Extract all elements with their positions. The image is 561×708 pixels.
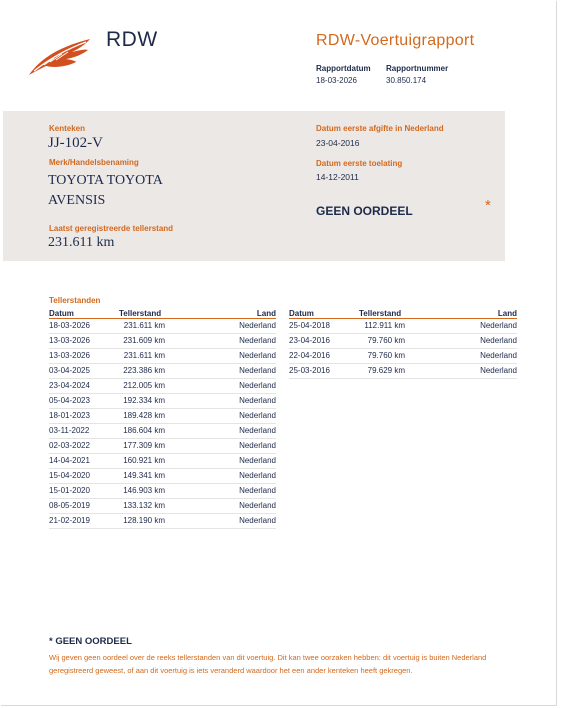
cell-date: 21-02-2019 xyxy=(49,514,119,529)
table-row xyxy=(49,469,276,484)
report-date: 18-03-2026 xyxy=(316,76,357,85)
cell-country: Nederland xyxy=(165,379,276,394)
cell-date: 13-03-2026 xyxy=(49,349,119,364)
cell-date: 08-05-2019 xyxy=(49,499,119,514)
cell-date: 13-03-2026 xyxy=(49,334,119,349)
footnote-text: Wij geven geen oordeel over de reeks tellerstanden van dit voertuig. Dit kan twee oorzaken hebben: dit voertuig is buiten Nederland geregistreerd geweest, of aan dit voertuig is iets veranderd waardoor het een ander kenteken heeft gekregen. xyxy=(49,653,487,675)
cell-date: 03-11-2022 xyxy=(49,424,119,439)
cell-date: 15-04-2020 xyxy=(49,469,119,484)
cell-country: Nederland xyxy=(165,334,276,349)
odometer-value: 231.611 km xyxy=(48,235,115,250)
cell-reading: 133.132 km xyxy=(119,499,165,514)
header-reading: Tellerstand xyxy=(359,309,405,319)
first-issue-nl-value: 23-04-2016 xyxy=(316,138,360,148)
table-row xyxy=(49,514,276,529)
table-row xyxy=(49,499,276,514)
cell-reading: 79.629 km xyxy=(359,364,405,379)
table-row xyxy=(289,334,517,349)
cell-reading: 192.334 km xyxy=(119,394,165,409)
first-issue-nl-label: Datum eerste afgifte in Nederland xyxy=(316,124,444,133)
readings-header-row xyxy=(49,309,276,319)
readings-title: Tellerstanden xyxy=(49,296,101,305)
cell-country: Nederland xyxy=(165,499,276,514)
cell-reading: 223.386 km xyxy=(119,364,165,379)
cell-country: Nederland xyxy=(165,454,276,469)
cell-date: 25-03-2016 xyxy=(289,364,359,379)
cell-country: Nederland xyxy=(165,349,276,364)
table-row xyxy=(49,454,276,469)
footnote-title: * GEEN OORDEEL xyxy=(49,636,132,647)
cell-date: 14-04-2021 xyxy=(49,454,119,469)
make-label: Merk/Handelsbenaming xyxy=(49,158,139,167)
cell-country: Nederland xyxy=(405,349,517,364)
cell-date: 18-01-2023 xyxy=(49,409,119,424)
report-title: RDW-Voertuigrapport xyxy=(316,32,475,49)
report-date-label: Rapportdatum xyxy=(316,64,371,73)
cell-reading: 189.428 km xyxy=(119,409,165,424)
plate-value: JJ-102-V xyxy=(48,135,103,151)
table-row xyxy=(49,439,276,454)
readings-header-row xyxy=(289,309,517,319)
cell-country: Nederland xyxy=(165,319,276,334)
make-line-1: TOYOTA TOYOTA xyxy=(48,173,163,188)
first-admission-label: Datum eerste toelating xyxy=(316,159,403,168)
report-date-block xyxy=(316,64,371,85)
cell-date: 15-01-2020 xyxy=(49,484,119,499)
cell-date: 23-04-2024 xyxy=(49,379,119,394)
cell-reading: 112.911 km xyxy=(359,319,405,334)
cell-country: Nederland xyxy=(405,319,517,334)
table-row xyxy=(49,364,276,379)
cell-date: 23-04-2016 xyxy=(289,334,359,349)
readings-table-left xyxy=(49,309,276,529)
cell-reading: 160.921 km xyxy=(119,454,165,469)
table-row xyxy=(49,484,276,499)
table-row xyxy=(49,394,276,409)
report-number-block xyxy=(386,64,448,85)
cell-reading: 149.341 km xyxy=(119,469,165,484)
cell-reading: 128.190 km xyxy=(119,514,165,529)
header-date: Datum xyxy=(49,309,119,319)
make-line-2: AVENSIS xyxy=(48,193,106,208)
cell-reading: 79.760 km xyxy=(359,349,405,364)
cell-country: Nederland xyxy=(405,364,517,379)
cell-date: 22-04-2016 xyxy=(289,349,359,364)
odometer-label: Laatst geregistreerde tellerstand xyxy=(49,224,174,233)
cell-reading: 186.604 km xyxy=(119,424,165,439)
cell-reading: 231.611 km xyxy=(119,349,165,364)
verdict-asterisk: * xyxy=(485,197,491,214)
table-row xyxy=(49,349,276,364)
logo-text: RDW xyxy=(106,28,158,51)
plate-label: Kenteken xyxy=(49,124,86,133)
cell-reading: 231.611 km xyxy=(119,319,165,334)
cell-reading: 212.005 km xyxy=(119,379,165,394)
cell-country: Nederland xyxy=(165,469,276,484)
cell-country: Nederland xyxy=(165,484,276,499)
cell-reading: 146.903 km xyxy=(119,484,165,499)
first-admission-value: 14-12-2011 xyxy=(316,172,359,182)
cell-country: Nederland xyxy=(165,409,276,424)
rdw-feather-logo-icon xyxy=(28,36,94,76)
cell-reading: 177.309 km xyxy=(119,439,165,454)
cell-date: 03-04-2025 xyxy=(49,364,119,379)
cell-reading: 79.760 km xyxy=(359,334,405,349)
cell-date: 02-03-2022 xyxy=(49,439,119,454)
header-reading: Tellerstand xyxy=(119,309,165,319)
table-row xyxy=(289,364,517,379)
cell-country: Nederland xyxy=(165,514,276,529)
verdict-status: GEEN OORDEEL xyxy=(316,204,413,218)
vehicle-info-panel xyxy=(3,111,505,261)
cell-country: Nederland xyxy=(405,334,517,349)
table-row xyxy=(49,424,276,439)
cell-country: Nederland xyxy=(165,364,276,379)
report-number: 30.850.174 xyxy=(386,76,427,85)
table-row xyxy=(49,319,276,334)
header-country: Land xyxy=(405,309,517,319)
cell-date: 18-03-2026 xyxy=(49,319,119,334)
cell-date: 25-04-2018 xyxy=(289,319,359,334)
cell-reading: 231.609 km xyxy=(119,334,165,349)
table-row xyxy=(49,334,276,349)
cell-date: 05-04-2023 xyxy=(49,394,119,409)
cell-country: Nederland xyxy=(165,439,276,454)
readings-table-right xyxy=(289,309,517,379)
table-row xyxy=(49,409,276,424)
report-number-label: Rapportnummer xyxy=(386,64,449,73)
table-row xyxy=(289,319,517,334)
header-date: Datum xyxy=(289,309,359,319)
table-row xyxy=(49,379,276,394)
header-country: Land xyxy=(165,309,276,319)
readings-body-right xyxy=(289,319,517,379)
cell-country: Nederland xyxy=(165,394,276,409)
table-row xyxy=(289,349,517,364)
cell-country: Nederland xyxy=(165,424,276,439)
readings-body-left xyxy=(49,319,276,529)
